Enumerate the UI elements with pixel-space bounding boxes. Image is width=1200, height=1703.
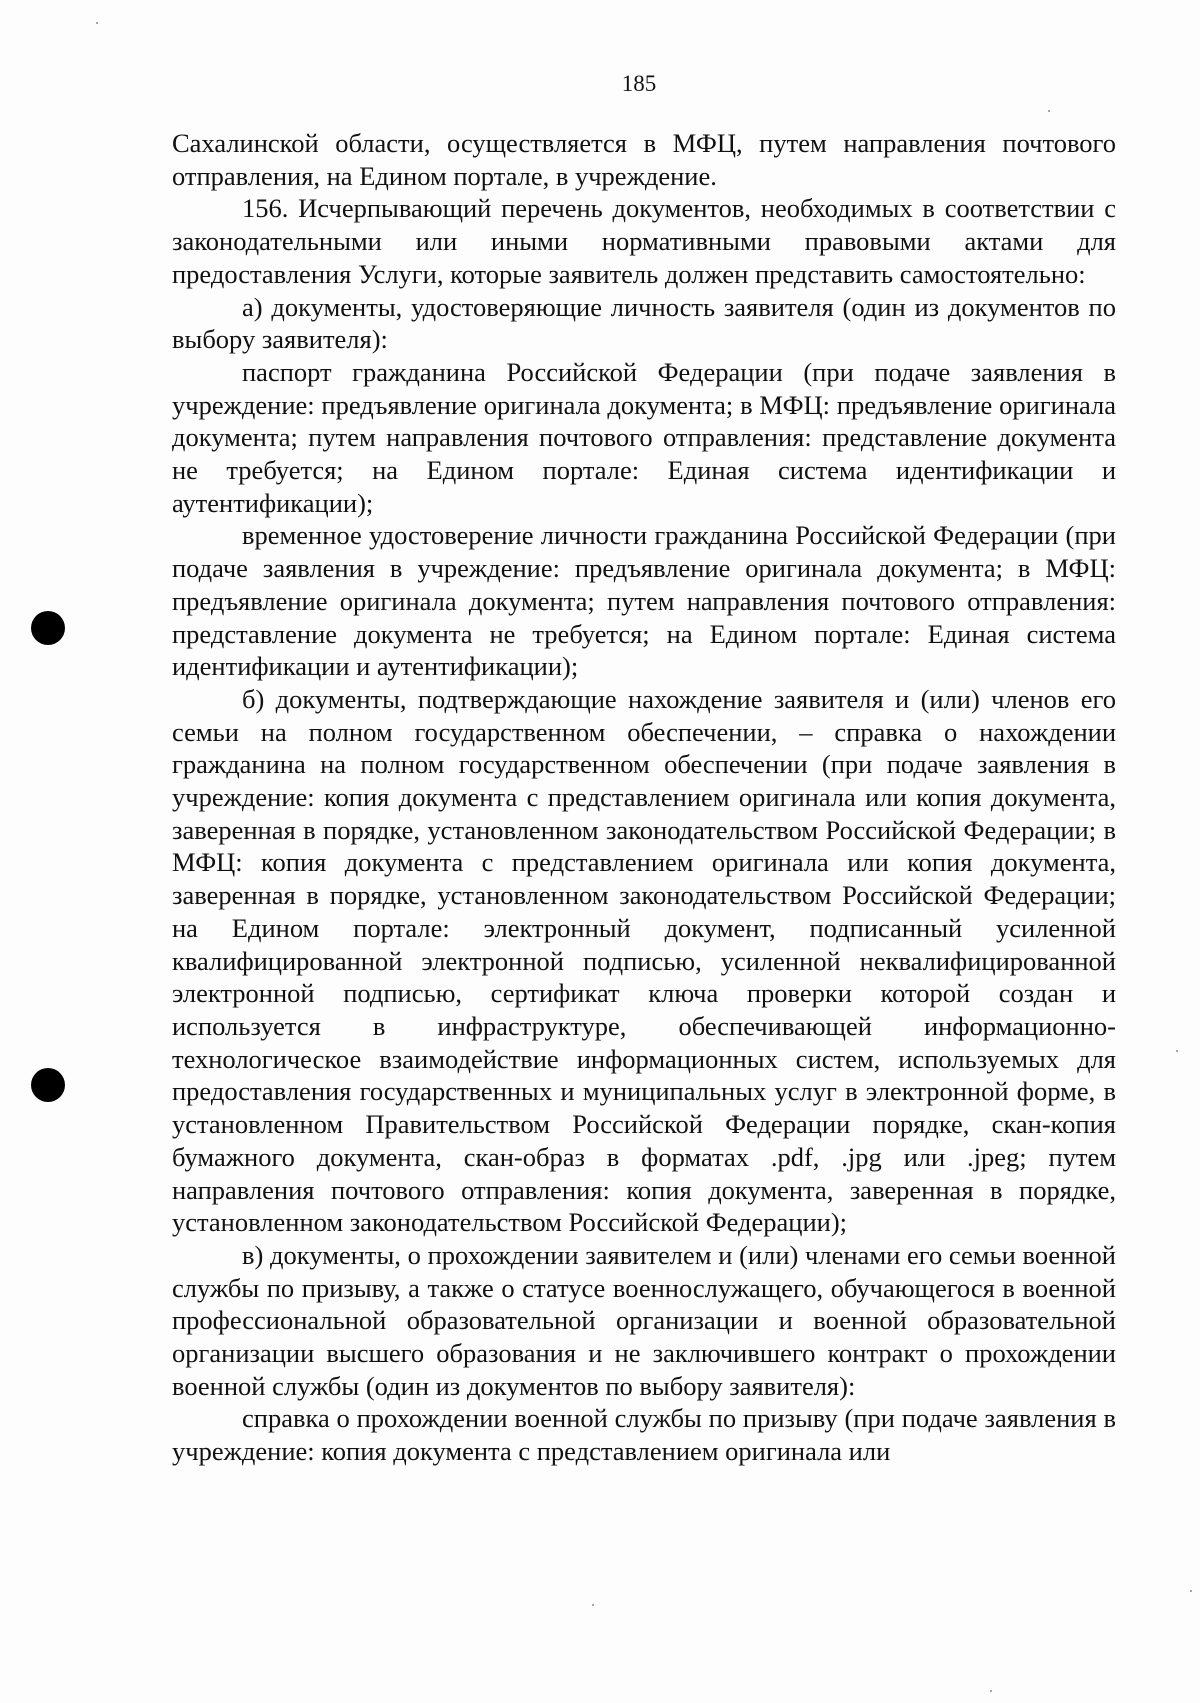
page-number: 185 [621, 71, 657, 96]
scan-speck [990, 1690, 992, 1692]
scan-speck [1048, 110, 1050, 112]
scan-speck [96, 22, 98, 24]
paragraph-subitem-v: в) документы, о прохождении заявителем и (или) членами его семьи военной службы по призыву, а также о статусе военнослужащего, обучающегося в военной профессиональной образовательной организации и военной образовательной организации высшего образования и не заключившего контракт о прохождении военной службы (один из документов по выбору заявителя): [172, 1239, 1116, 1401]
paragraph-temporary-id: временное удостоверение личности гражданина Российской Федерации (при подаче заявления в учреждение: предъявление оригинала документа; в МФЦ: предъявление оригинала документа; путем направления почтового отправления: представление документа не требуется; на Едином портале: Единая система идентификации и аутентификации); [172, 520, 1116, 682]
document-body [172, 127, 1116, 1468]
paragraph-military-certificate: справка о прохождении военной службы по призыву (при подаче заявления в учреждение: копия документа с представлением оригинала или [172, 1403, 1116, 1467]
punch-hole-icon [31, 611, 65, 645]
scan-speck [1190, 1590, 1192, 1592]
paragraph-continuation: Сахалинской области, осуществляется в МФЦ, путем направления почтового отправления, на Едином портале, в учреждение. [172, 128, 1116, 191]
paragraph-item-156: 156. Исчерпывающий перечень документов, необходимых в соответствии с законодательными или иными нормативными правовыми актами для предоставления Услуги, которые заявитель должен представить самостоятельно: [172, 193, 1116, 289]
scan-speck [1176, 1050, 1178, 1052]
paragraph-subitem-b: б) документы, подтверждающие нахождение заявителя и (или) членов его семьи на полном государственном обеспечении, – справка о нахождении гражданина на полном государственном обеспечении (при подаче заявления в учреждение: копия документа с представлением оригинала или копия документа, заверенная в порядке, установленном законодательством Российской Федерации; в МФЦ: копия документа с представлением оригинала или копия документа, заверенная в порядке, установленном законодательством Российской Федерации; на Едином портале: электронный документ, подписанный усиленной квалифицированной электронной подписью, усиленной неквалифицированной электронной подписью, сертификат ключа проверки которой создан и используется в инфраструктуре, обеспечивающей информационно-технологическое взаимодействие информационных систем, используемых для предоставления государственных и муниципальных услуг в электронной форме, в установленном Правительством Российской Федерации порядке, скан-копия бумажного документа, скан-образ в форматах .pdf, .jpg или .jpeg; путем направления почтового отправления: копия документа, заверенная в порядке, установленном законодательством Российской Федерации); [172, 683, 1116, 1238]
punch-hole-icon [31, 1068, 65, 1102]
paragraph-subitem-a: а) документы, удостоверяющие личность заявителя (один из документов по выбору заявителя): [172, 291, 1116, 355]
paragraph-passport: паспорт гражданина Российской Федерации (при подаче заявления в учреждение: предъявление оригинала документа; в МФЦ: предъявление оригинала документа; путем направления почтового отправления: представление документа не требуется; на Едином портале: Единая система идентификации и аутентификации); [172, 356, 1116, 518]
scan-speck [592, 1604, 594, 1606]
